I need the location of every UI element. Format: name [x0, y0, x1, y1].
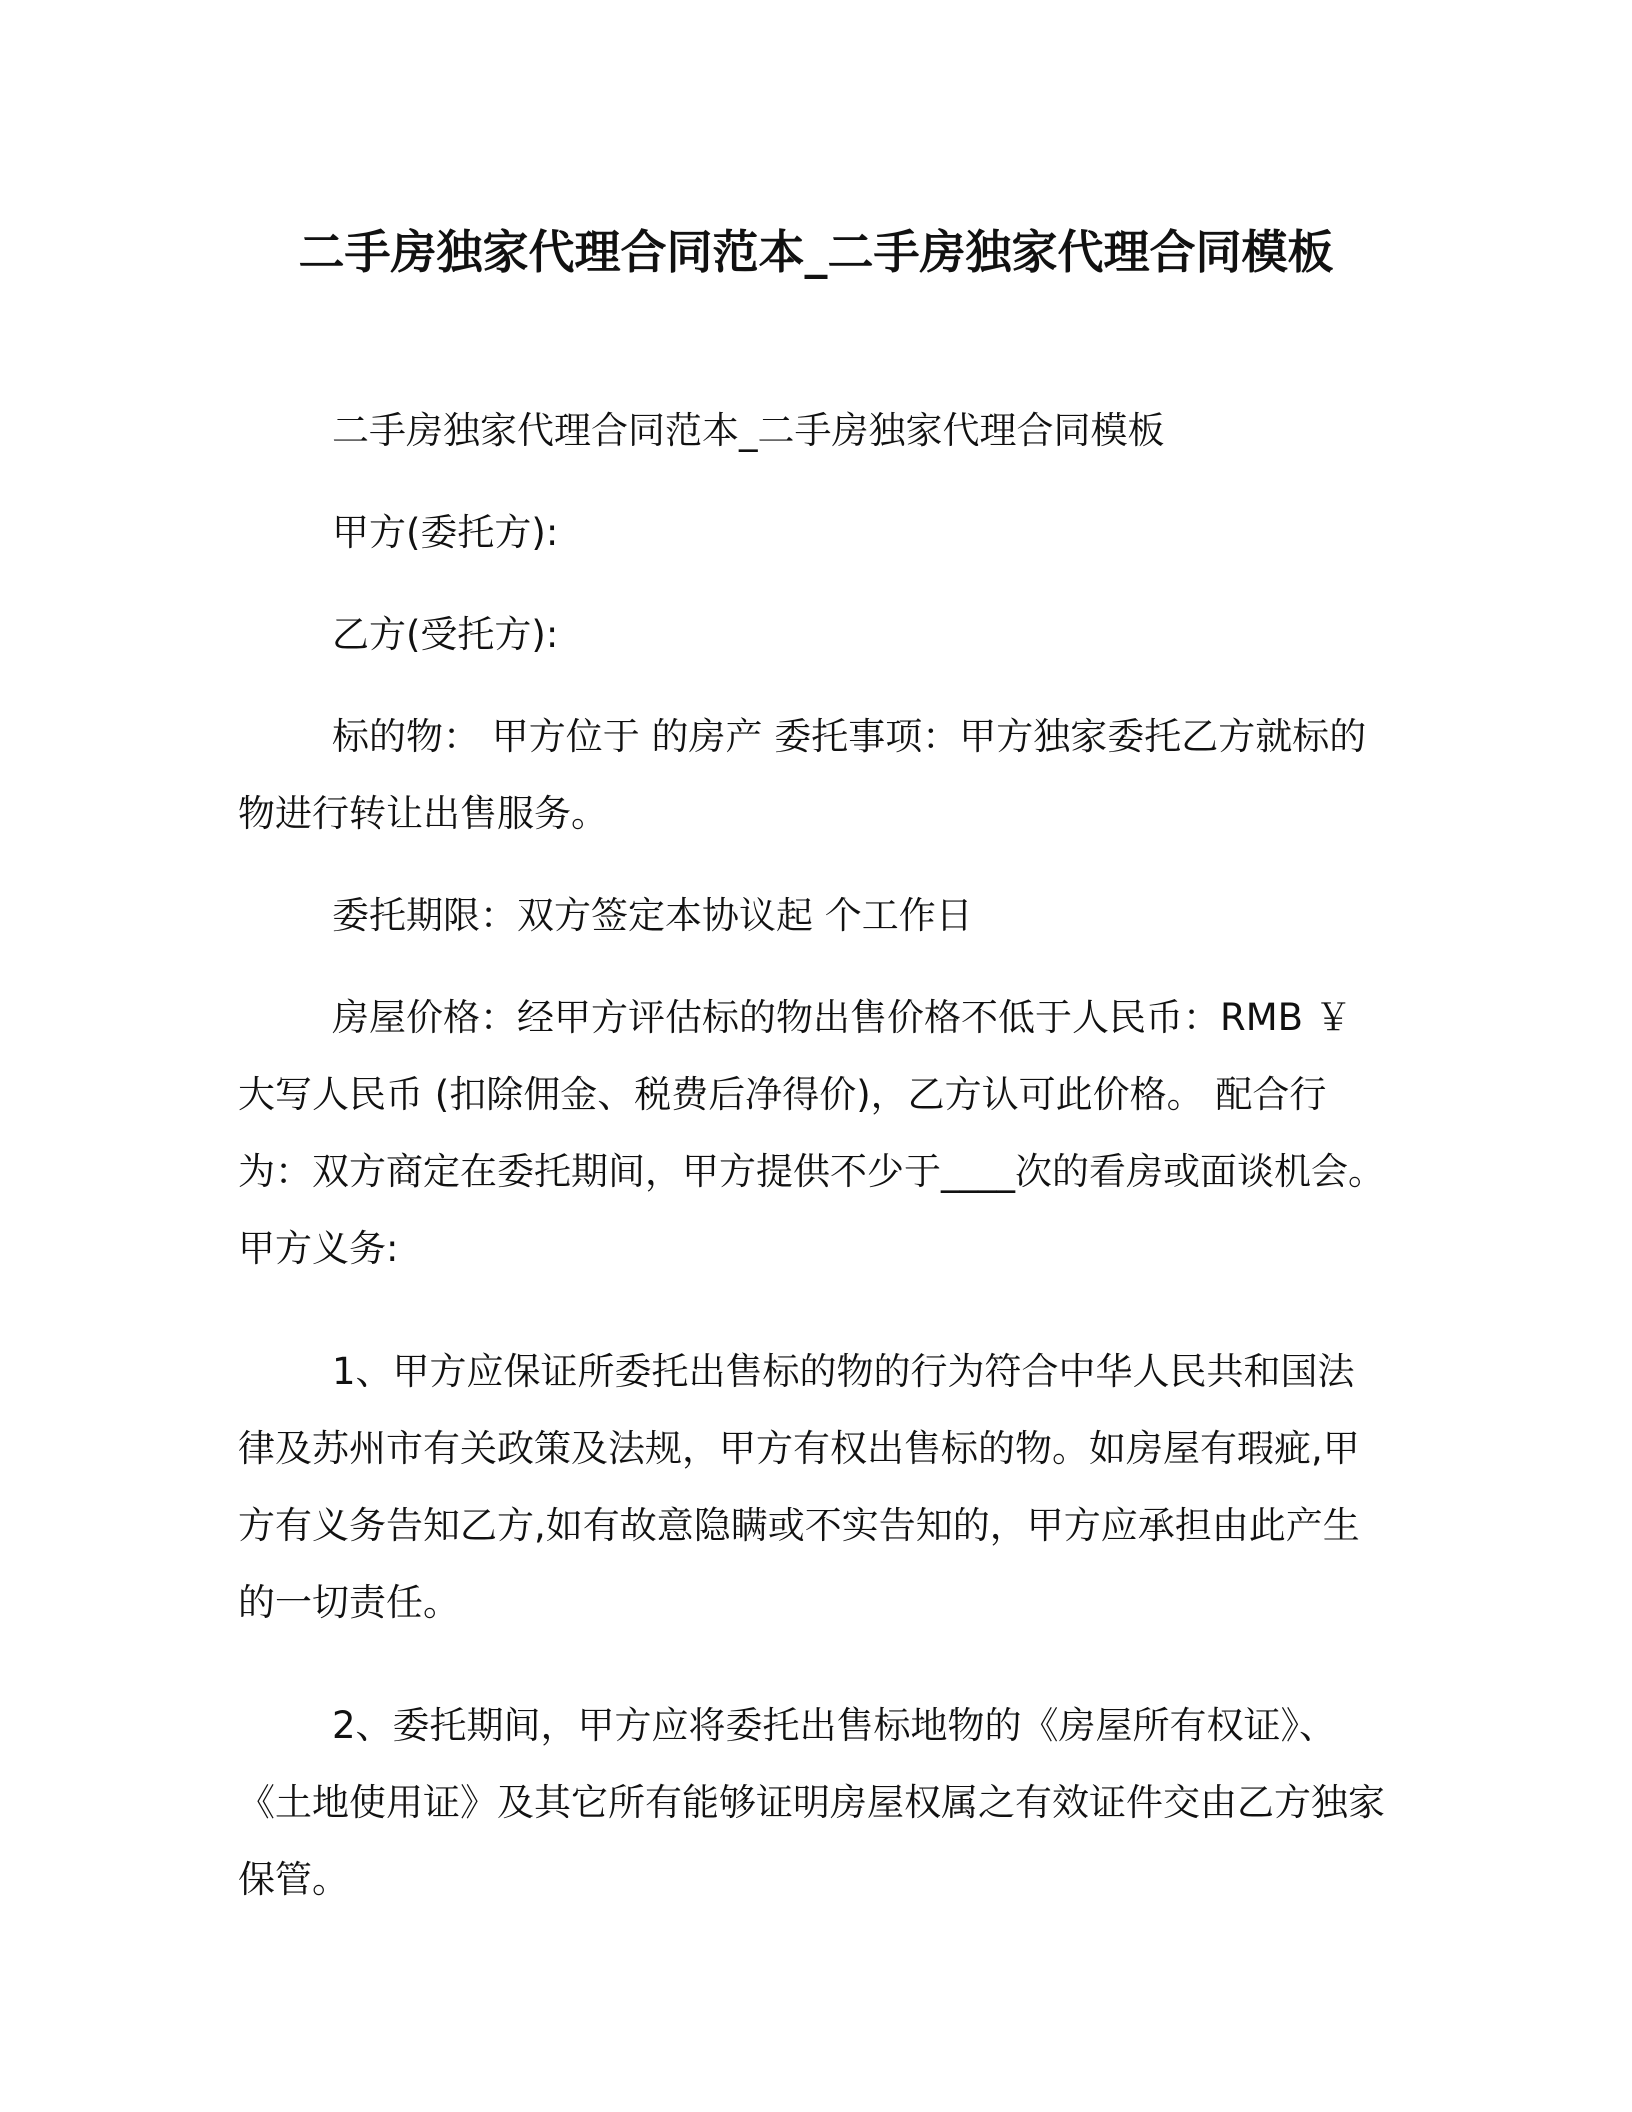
document-body: [238, 392, 1388, 1943]
term-paragraph: 委托期限：双方签定本协议起 个工作日: [332, 894, 973, 937]
document-title: 二手房独家代理合同范本_二手房独家代理合同模板: [298, 225, 1334, 279]
party-b-line: 乙方(受托方):: [332, 613, 559, 656]
subtitle-paragraph: 二手房独家代理合同范本_二手房独家代理合同模板: [332, 409, 1165, 452]
party-a-line: 甲方(委托方):: [332, 511, 559, 554]
obligation-2-paragraph: 2、委托期间，甲方应将委托出售标地物的《房屋所有权证》、《土地使用证》及其它所有能够证明房屋权属之有效证件交由乙方独家保管。: [238, 1704, 1385, 1901]
price-paragraph: 房屋价格：经甲方评估标的物出售价格不低于人民币：RMB ￥ 大写人民币 (扣除佣金、税费后净得价)，乙方认可此价格。 配合行为：双方商定在委托期间，甲方提供不少于____次的看房或面谈机会。甲方义务:: [238, 996, 1385, 1270]
subject-matter-paragraph: 标的物： 甲方位于 的房产 委托事项：甲方独家委托乙方就标的物进行转让出售服务。: [238, 715, 1367, 835]
obligation-1-paragraph: 1、甲方应保证所委托出售标的物的行为符合中华人民共和国法律及苏州市有关政策及法规，甲方有权出售标的物。如房屋有瑕疵,甲方有义务告知乙方,如有故意隐瞒或不实告知的，甲方应承担由此产生的一切责任。: [238, 1350, 1360, 1624]
